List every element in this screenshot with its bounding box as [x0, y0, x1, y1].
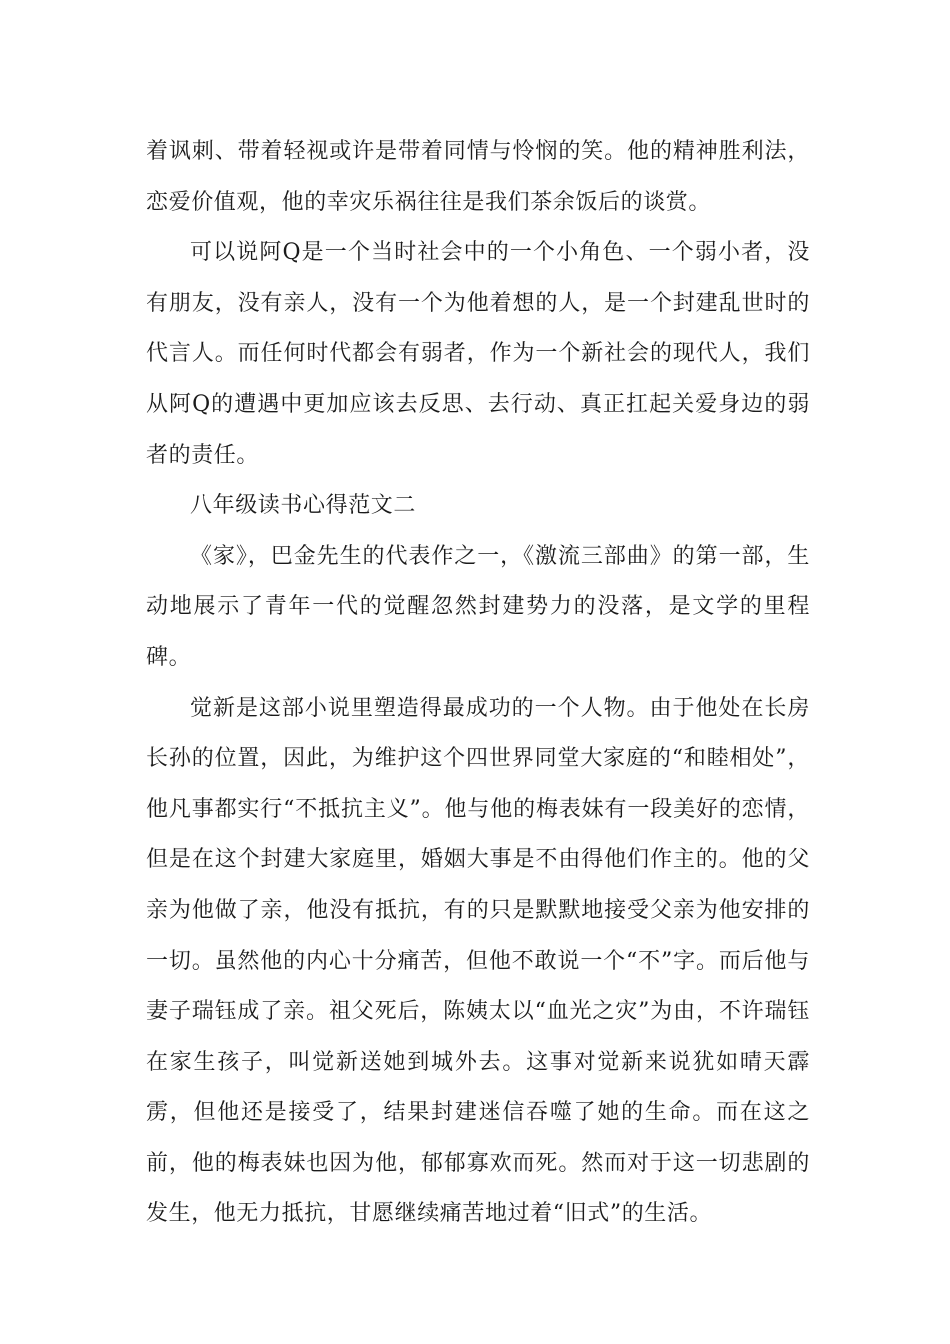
paragraph-juexin: 觉新是这部小说里塑造得最成功的一个人物。由于他处在长房长孙的位置，因此，为维护这个四世界同堂大家庭的“和睦相处”，他凡事都实行“不抵抗主义”。他与他的梅表妹有一段美好的恋情，但是在这个封建大家庭里，婚姻大事是不由得他们作主的。他的父亲为他做了亲，他没有抵抗，有的只是默默地接受父亲为他安排的一切。虽然他的内心十分痛苦，但他不敢说一个“不”字。而后他与妻子瑞钰成了亲。祖父死后，陈姨太以“血光之灾”为由，不许瑞钰在家生孩子，叫觉新送她到城外去。这事对觉新来说犹如晴天霹雳，但他还是接受了，结果封建迷信吞噬了她的生命。而在这之前，他的梅表妹也因为他，郁郁寡欢而死。然而对于这一切悲剧的发生，他无力抵抗，甘愿继续痛苦地过着“旧式”的生活。 — [146, 695, 810, 1227]
document-body — [146, 127, 810, 1240]
paragraph-ah-q-summary: 可以说阿Q是一个当时社会中的一个小角色、一个弱小者，没有朋友，没有亲人，没有一个为他着想的人，是一个封建乱世时的代言人。而任何时代都会有弱者，作为一个新社会的现代人，我们从阿Q的遭遇中更加应该去反思、去行动、真正扛起关爱身边的弱者的责任。 — [146, 240, 810, 468]
section-heading: 八年级读书心得范文二 — [190, 493, 417, 519]
paragraph-family-intro: 《家》，巴金先生的代表作之一，《激流三部曲》的第一部，生动地展示了青年一代的觉醒忽然封建势力的没落，是文学的里程碑。 — [146, 543, 810, 670]
paragraph-continuation: 着讽刺、带着轻视或许是带着同情与怜悯的笑。他的精神胜利法，恋爱价值观，他的幸灾乐祸往往是我们茶余饭后的谈赏。 — [146, 139, 810, 215]
